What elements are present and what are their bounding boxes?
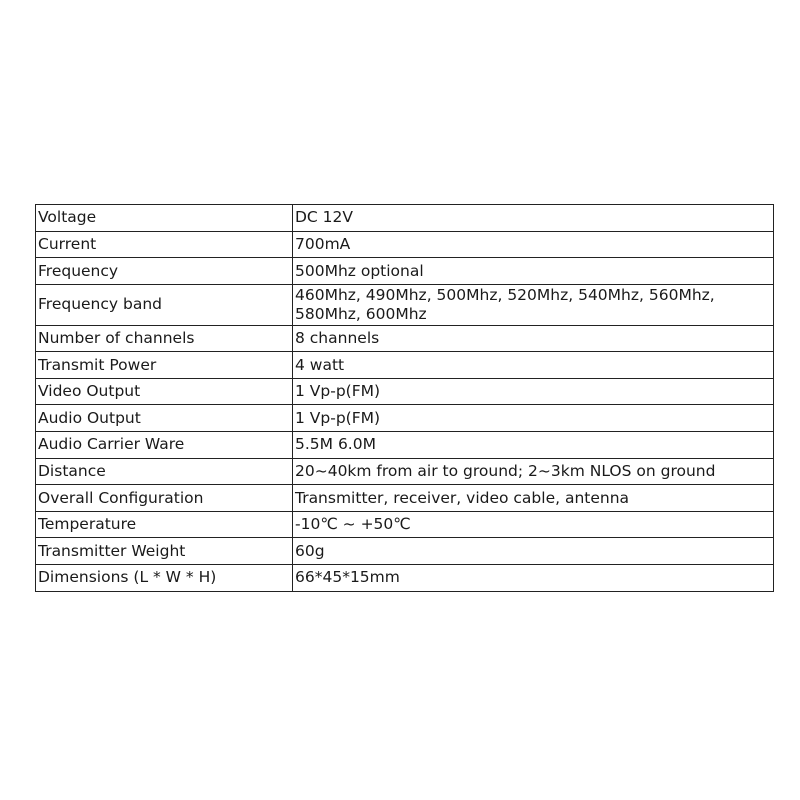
spec-label: Dimensions (L * W * H) <box>36 564 293 591</box>
spec-label: Video Output <box>36 378 293 405</box>
table-row <box>36 205 774 232</box>
spec-label: Distance <box>36 458 293 485</box>
spec-label: Audio Carrier Ware <box>36 431 293 458</box>
spec-value: 66*45*15mm <box>293 564 774 591</box>
spec-value: Transmitter, receiver, video cable, antenna <box>293 485 774 512</box>
spec-label: Frequency band <box>36 284 293 325</box>
spec-label: Transmit Power <box>36 352 293 379</box>
spec-value: 460Mhz, 490Mhz, 500Mhz, 520Mhz, 540Mhz, 560Mhz, 580Mhz, 600Mhz <box>293 284 774 325</box>
table-row <box>36 564 774 591</box>
table-row <box>36 231 774 258</box>
spec-label: Overall Configuration <box>36 485 293 512</box>
table-row <box>36 405 774 432</box>
spec-value: 1 Vp-p(FM) <box>293 405 774 432</box>
table-row <box>36 325 774 352</box>
spec-value: 20~40km from air to ground; 2~3km NLOS on ground <box>293 458 774 485</box>
table-row <box>36 538 774 565</box>
spec-label: Frequency <box>36 258 293 285</box>
spec-value: 1 Vp-p(FM) <box>293 378 774 405</box>
spec-table <box>35 204 774 592</box>
spec-label: Voltage <box>36 205 293 232</box>
spec-label: Current <box>36 231 293 258</box>
spec-label: Transmitter Weight <box>36 538 293 565</box>
spec-value: 8 channels <box>293 325 774 352</box>
table-row <box>36 352 774 379</box>
spec-value: -10℃ ~ +50℃ <box>293 511 774 538</box>
table-row <box>36 458 774 485</box>
table-row <box>36 284 774 325</box>
table-row <box>36 485 774 512</box>
spec-value: 700mA <box>293 231 774 258</box>
table-row <box>36 511 774 538</box>
spec-label: Temperature <box>36 511 293 538</box>
spec-value: DC 12V <box>293 205 774 232</box>
spec-label: Audio Output <box>36 405 293 432</box>
table-row <box>36 378 774 405</box>
spec-value: 5.5M 6.0M <box>293 431 774 458</box>
spec-value: 4 watt <box>293 352 774 379</box>
table-row <box>36 258 774 285</box>
spec-label: Number of channels <box>36 325 293 352</box>
spec-value: 60g <box>293 538 774 565</box>
table-row <box>36 431 774 458</box>
spec-value: 500Mhz optional <box>293 258 774 285</box>
